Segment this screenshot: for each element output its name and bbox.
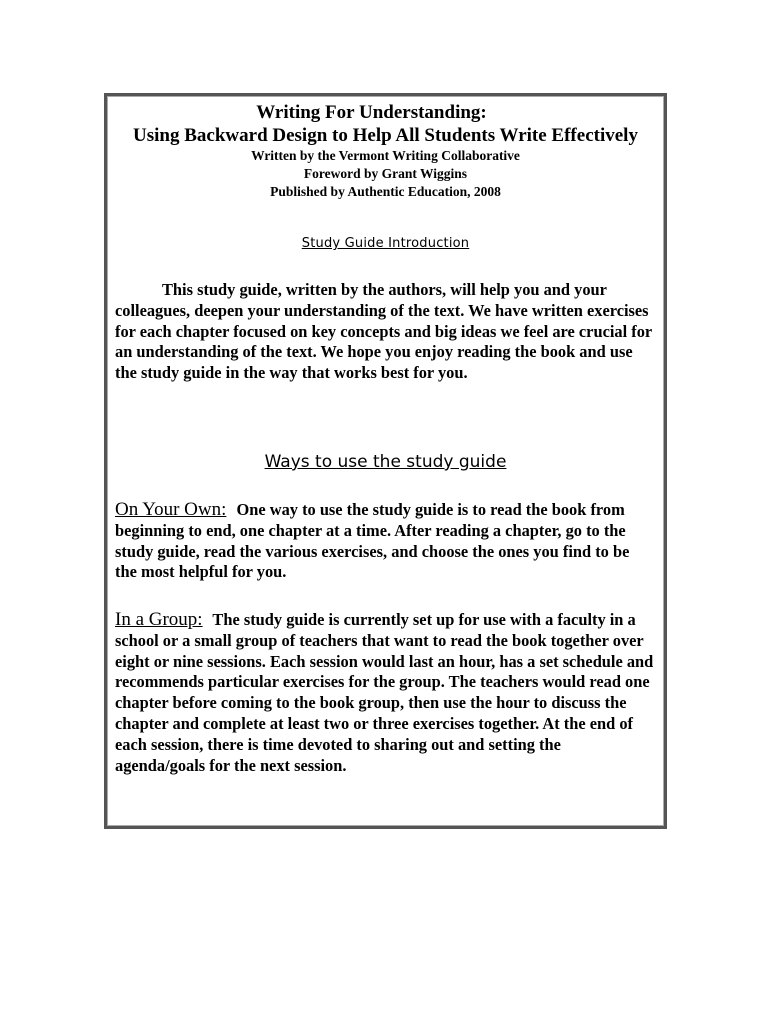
document-header [107,102,664,201]
document-subtitle: Using Backward Design to Help All Students Write Effectively [133,125,638,146]
publisher-credit: Published by Authentic Education, 2008 [270,184,501,199]
authors-credit: Written by the Vermont Writing Collaborative [251,148,520,163]
ways-heading: Ways to use the study guide [264,452,507,472]
on-your-own-lead: On Your Own: [115,499,227,520]
document-title: Writing For Understanding: [256,102,487,123]
in-a-group-lead: In a Group: [115,609,203,630]
on-your-own-paragraph [115,500,654,583]
section-caption: Study Guide Introduction [301,236,470,251]
intro-paragraph: This study guide, written by the authors, will help you and your colleagues, deepen your understanding of the text. We have written exercises for each chapter focused on key concepts and big ideas we feel are crucial for an understanding of the text. We hope you enjoy reading the book and use the study guide in the way that works best for you. [115,280,652,383]
in-a-group-text: The study guide is currently set up for use with a faculty in a school or a small group of teachers that want to read the book together over eight or nine sessions. Each session would last an hour, has a set schedule and recommends particular exercises for the group. The teachers would read one chapter before coming to the book group, then use the hour to discuss the chapter and complete at least two or three exercises together. At the end of each session, there is time devoted to sharing out and setting the agenda/goals for the next session. [115,610,654,775]
on-your-own-text: One way to use the study guide is to read the book from beginning to end, one chapter at a time. After reading a chapter, go to the study guide, read the various exercises, and choose the ones you find to be the most helpful for you. [115,500,630,582]
document-frame [104,93,667,829]
in-a-group-paragraph [115,610,654,776]
foreword-credit: Foreword by Grant Wiggins [303,166,468,181]
